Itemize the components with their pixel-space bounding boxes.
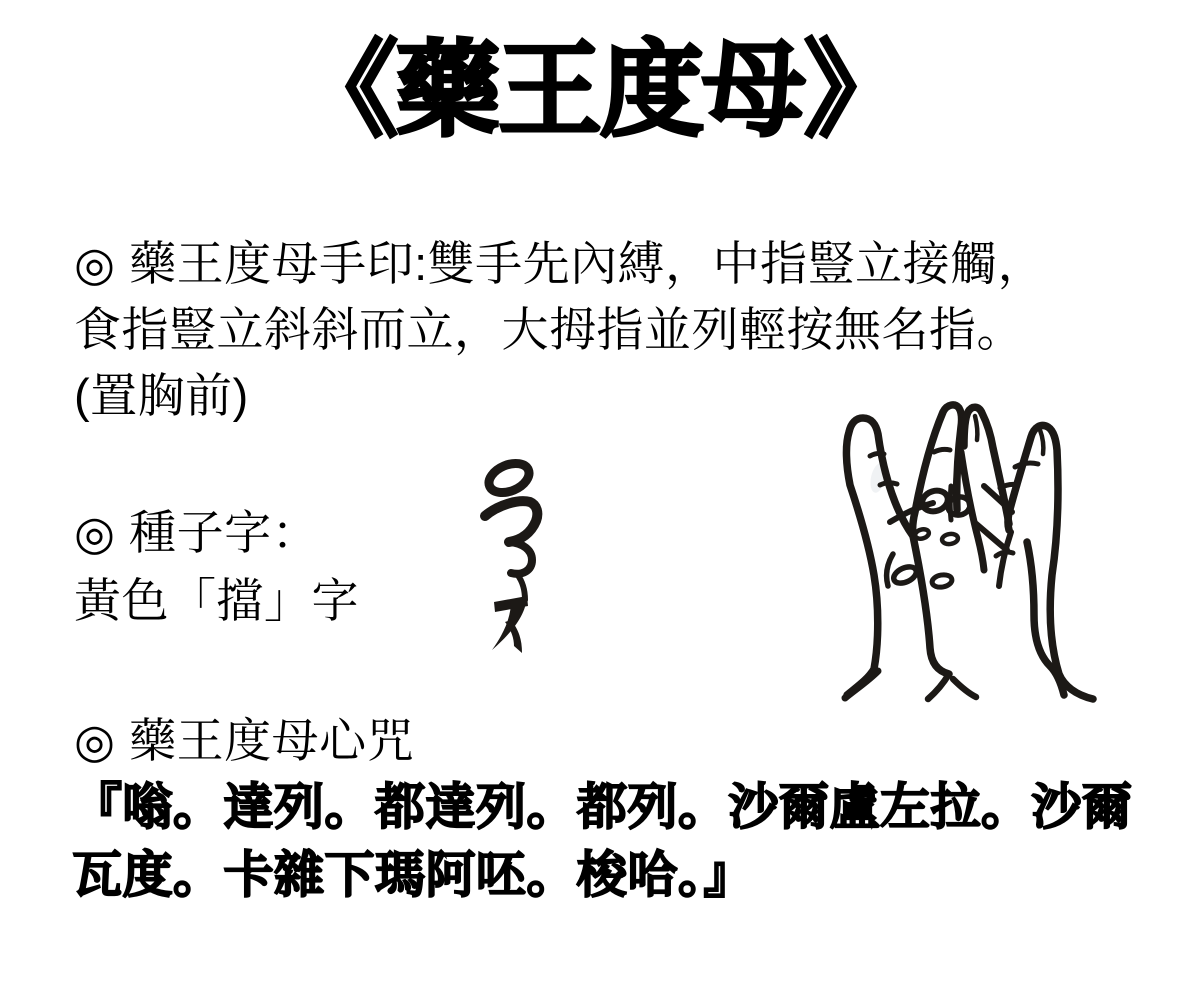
mudra-line-2: 食指豎立斜斜而立，大拇指並列輕按無名指。 (74, 303, 1024, 356)
mantra-line-1: 『嗡。達列。都達列。都列。沙爾盧左拉。沙爾 (72, 779, 1133, 835)
page-title: 《藥王度母》 (293, 33, 906, 149)
mantra-heading: ◎ 藥王度母心咒 (74, 714, 415, 767)
seed-syllable-description: 黃色「擋」字 (74, 574, 359, 627)
mudra-line-1: ◎ 藥王度母手印:雙手先內縛，中指豎立接觸， (74, 237, 1046, 290)
mudra-hands-illustration-icon (800, 390, 1140, 705)
tibetan-seed-syllable-tam-icon (478, 454, 548, 666)
mudra-line-3: (置胸前) (74, 369, 249, 422)
mantra-line-2: 瓦度。卡雜下瑪阿呸。梭哈。』 (72, 847, 754, 903)
mantra-text (72, 773, 1162, 909)
seed-syllable-heading: ◎ 種子字： (74, 506, 320, 559)
